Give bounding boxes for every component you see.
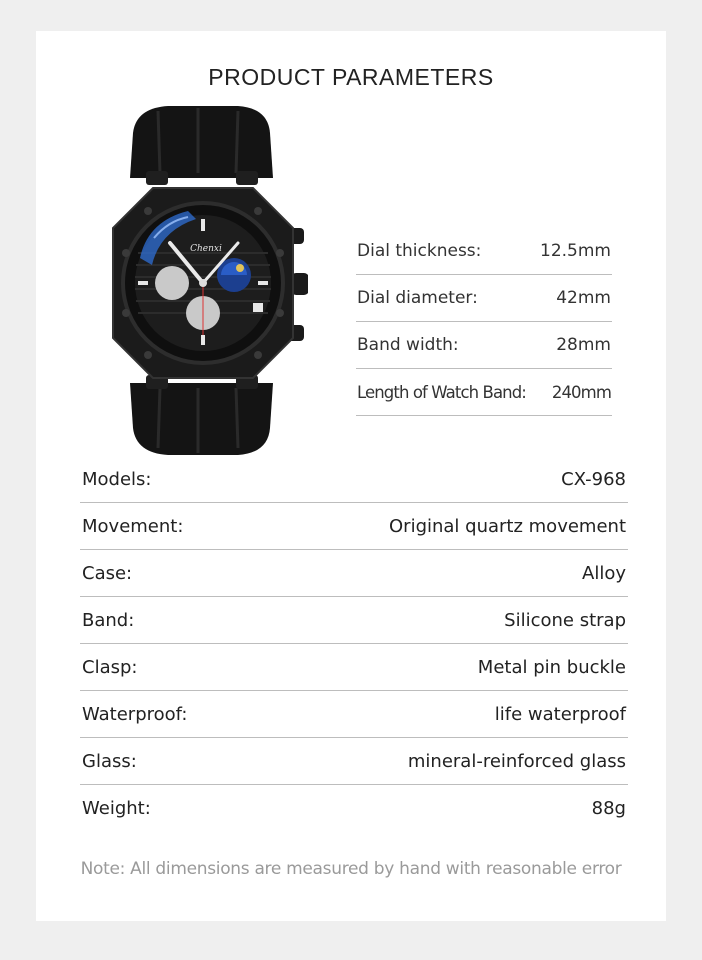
spec-row bbox=[80, 550, 628, 597]
spec-value: mineral-reinforced glass bbox=[407, 750, 626, 772]
dimension-value: 28mm bbox=[556, 335, 611, 355]
spec-value: 88g bbox=[591, 798, 626, 819]
watch-image bbox=[88, 103, 308, 458]
spec-label: Models: bbox=[82, 468, 152, 490]
dimension-row bbox=[356, 369, 612, 416]
spec-row bbox=[80, 785, 628, 832]
watch-brand-text: Chenxi bbox=[190, 244, 222, 254]
dimension-label: Dial diameter: bbox=[357, 288, 478, 308]
spec-label: Weight: bbox=[82, 798, 151, 819]
page-title: PRODUCT PARAMETERS bbox=[208, 64, 494, 90]
dimension-row bbox=[356, 228, 612, 275]
spec-label: Glass: bbox=[82, 750, 137, 772]
dimension-row bbox=[356, 275, 612, 322]
spec-row bbox=[80, 738, 628, 785]
spec-label: Band: bbox=[82, 609, 135, 631]
dimension-value: 12.5mm bbox=[540, 241, 611, 261]
dimension-label: Length of Watch Band: bbox=[357, 382, 526, 402]
spec-table bbox=[80, 456, 628, 832]
spec-label: Case: bbox=[82, 562, 133, 584]
dimension-table bbox=[356, 228, 612, 416]
dimension-value: 42mm bbox=[556, 288, 611, 308]
spec-row bbox=[80, 503, 628, 550]
spec-row bbox=[80, 644, 628, 691]
spec-label: Waterproof: bbox=[82, 703, 188, 725]
dimension-label: Dial thickness: bbox=[357, 241, 482, 261]
spec-row bbox=[80, 597, 628, 644]
spec-label: Clasp: bbox=[82, 656, 138, 678]
dimension-value: 240mm bbox=[551, 382, 611, 402]
spec-label: Movement: bbox=[82, 515, 184, 537]
spec-row bbox=[80, 456, 628, 503]
spec-value: Alloy bbox=[582, 562, 626, 584]
spec-value: CX-968 bbox=[561, 468, 626, 490]
product-card bbox=[36, 31, 666, 921]
dimension-label: Band width: bbox=[357, 335, 459, 355]
spec-value: life waterproof bbox=[494, 703, 626, 725]
spec-value: Metal pin buckle bbox=[477, 656, 626, 678]
measurement-note: Note: All dimensions are measured by hand with reasonable error bbox=[80, 859, 622, 879]
dimension-row bbox=[356, 322, 612, 369]
spec-value: Silicone strap bbox=[504, 609, 626, 631]
spec-row bbox=[80, 691, 628, 738]
spec-value: Original quartz movement bbox=[389, 515, 626, 537]
